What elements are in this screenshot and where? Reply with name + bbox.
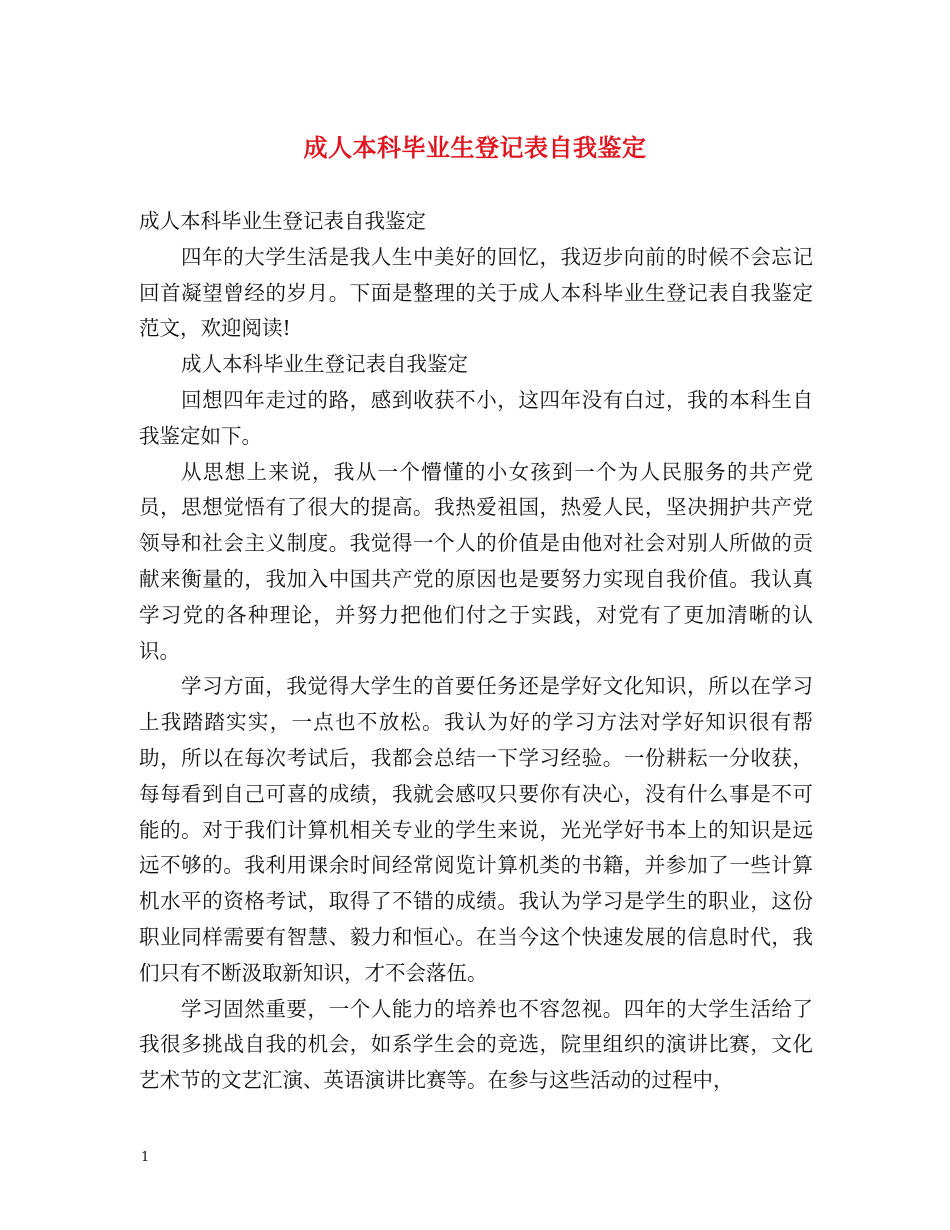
document-body [139, 204, 813, 1099]
paragraph-heading: 成人本科毕业生登记表自我鉴定 [139, 209, 426, 233]
paragraph-ideology: 从思想上来说，我从一个懵懂的小女孩到一个为人民服务的共产党员，思想觉悟有了很大的提高。我热爱祖国，热爱人民，坚决拥护共产党领导和社会主义制度。我觉得一个人的价值是由他对社会对别人所做的贡献来衡量的，我加入中国共产党的原因也是要努力实现自我价值。我认真学习党的各种理论，并努力把他们付之于实践，对党有了更加清晰的认识。 [139, 459, 813, 663]
paragraph-study: 学习方面，我觉得大学生的首要任务还是学好文化知识，所以在学习上我踏踏实实，一点也不放松。我认为好的学习方法对学好知识很有帮助，所以在每次考试后，我都会总结一下学习经验。一份耕耘一分收获，每每看到自己可喜的成绩，我就会感叹只要你有决心，没有什么事是不可能的。对于我们计算机相关专业的学生来说，光光学好书本上的知识是远远不够的。我利用课余时间经常阅览计算机类的书籍，并参加了一些计算机水平的资格考试，取得了不错的成绩。我认为学习是学生的职业，这份职业同样需要有智慧、毅力和恒心。在当今这个快速发展的信息时代，我们只有不断汲取新知识，才不会落伍。 [139, 674, 813, 985]
paragraph-reflection: 回想四年走过的路，感到收获不小，这四年没有白过，我的本科生自我鉴定如下。 [139, 387, 813, 448]
paragraph-ability: 学习固然重要，一个人能力的培养也不容忽视。四年的大学生活给了我很多挑战自我的机会，如系学生会的竞选，院里组织的演讲比赛，文化艺术节的文艺汇演、英语演讲比赛等。在参与这些活动的过程中， [139, 996, 813, 1093]
paragraph-subheading: 成人本科毕业生登记表自我鉴定 [181, 352, 468, 377]
page-number: 1 [141, 1150, 150, 1165]
document-title: 成人本科毕业生登记表自我鉴定 [303, 133, 647, 162]
paragraph-intro: 四年的大学生活是我人生中美好的回忆，我迈步向前的时候不会忘记回首凝望曾经的岁月。下面是整理的关于成人本科毕业生登记表自我鉴定范文，欢迎阅读! [139, 244, 813, 341]
